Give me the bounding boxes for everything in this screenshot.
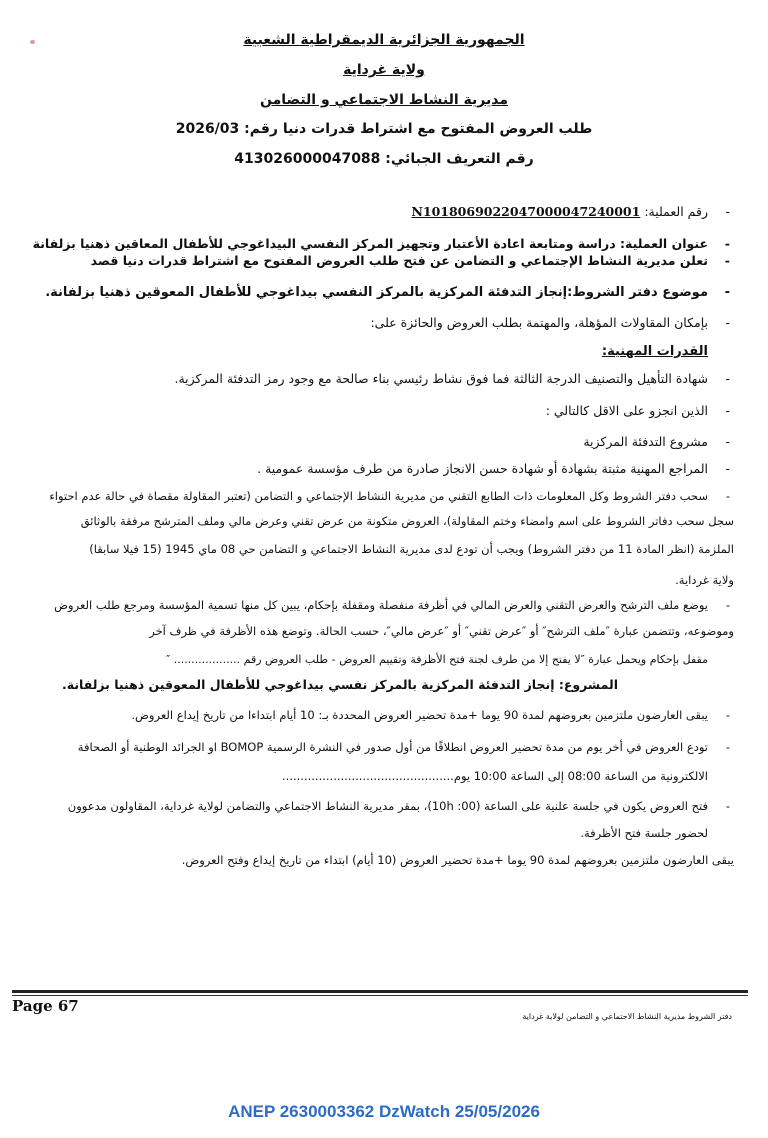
footer-rule	[12, 990, 748, 993]
op-number-label: رقم العملية:	[644, 204, 708, 219]
envelope-line-1: - يوضع ملف الترشح والعرض التقني والعرض المالي في أظرفة منفصلة ومقفلة بإحكام، يبين كل منها تسمية المؤسسة ومرجع طلب العروض	[54, 598, 730, 612]
footer-rule-thin	[12, 995, 748, 996]
envelope-line-3: مقفل بإحكام ويحمل عبارة ″لا يفتح إلا من طرف لجنة فتح الأظرفة وتقييم العروض - طلب العروض رقم ................... ″	[166, 653, 708, 666]
deposit-line-2: الالكترونية من الساعة 08:00 إلى الساعة 10:00 يوم...............................................	[282, 769, 708, 783]
withdraw-line-3: الملزمة (انظر المادة 11 من دفتر الشروط) ويجب أن تودع لدى مديرية النشاط الاجتماعي و التضامن حي 08 ماي 1945 (15 فيلا سابقا)	[89, 542, 734, 556]
op-number: N1018069022047000047240001	[411, 204, 641, 219]
project-line: المشروع: إنجاز التدفئة المركزية بالمركز نفسي بيداغوجي للأطفال المعوقين ذهنيا بزلفانة.	[62, 677, 618, 692]
directorate-title: مديرية النشاط الاجتماعي و التضامن	[260, 92, 508, 108]
announce-line: - تعلن مديرية النشاط الإجتماعي و التضامن عن فتح طلب العروض المفتوح مع اشتراط قدرات دنيا قصد	[90, 253, 730, 268]
wilaya-title: ولاية غرداية	[343, 62, 425, 78]
footer-source: دفتر الشروط مديرية النشاط الاجتماعي و التضامن لولاية غرداية	[522, 1012, 732, 1021]
capacity-item: - الذين انجزو على الاقل كالتالي :	[545, 403, 730, 418]
deposit-line-1: - تودع العروض في أخر يوم من مدة تحضير العروض انطلاقًا من أول صدور في النشرة الرسمية BOMOP او الجرائد الوطنية أو الصحافة	[77, 740, 730, 754]
op-number-line: - رقم العملية: N1018069022047000047240001	[411, 204, 730, 219]
capacity-item: - شهادة التأهيل والتصنيف الدرجة الثالثة فما فوق نشاط رئيسي بناء صالحة مع وجود رمز التدفئة المركزية.	[174, 371, 730, 386]
op-title: دراسة ومتابعة اعادة الأعتبار وتجهيز المركز النفسي البيداغوجي للأطفال المعاقين ذهنيا بزلفانة	[32, 236, 616, 251]
tax-id: رقم التعريف الجبائي: 413026000047088	[234, 151, 534, 167]
capacity-item: - المراجع المهنية مثبتة بشهادة أو شهادة حسن الانجاز صادرة من طرف مؤسسة عمومية .	[257, 461, 730, 476]
anep-reference: ANEP 2630003362 DzWatch 25/05/2026	[228, 1102, 540, 1121]
eligible-line: - بإمكان المقاولات المؤهلة، والمهتمة بطلب العروض والحائزة على:	[370, 315, 730, 330]
page-number: Page 67	[12, 997, 79, 1015]
withdraw-line-1: - سحب دفتر الشروط وكل المعلومات ذات الطابع التقني من مديرية النشاط الإجتماعي و التضامن (تعتبر المقاولة مقصاة في حالة عدم احتواء	[49, 489, 730, 503]
tender-title: طلب العروض المفتوح مع اشتراط قدرات دنيا رقم: 2026/03	[175, 121, 593, 137]
opening-line-2: لحضور جلسة فتح الأظرفة.	[580, 826, 708, 840]
republic-title: الجمهورية الجزائرية الديمقراطية الشعبية	[243, 32, 525, 48]
op-title-line: - عنوان العملية: دراسة ومتابعة اعادة الأعتبار وتجهيز المركز النفسي البيداغوجي للأطفال المعاقين ذهنيا بزلفانة	[32, 236, 730, 251]
capacities-title: القدرات المهنية:	[601, 344, 708, 359]
bound-line-2: يبقى العارضون ملتزمين بعروضهم لمدة 90 يوما +مدة تحضير العروض (10 أيام) ابتداء من تاريخ إيداع وفتح العروض.	[181, 853, 734, 867]
op-title-label: عنوان العملية:	[620, 236, 708, 251]
capacity-item: - مشروع التدفئة المركزية	[583, 434, 730, 449]
subject-line: - موضوع دفتر الشروط:إنجاز التدفئة المركزية بالمركز النفسي بيداغوجي للأطفال المعوقين ذهنيا بزلفانة.	[45, 285, 730, 300]
withdraw-line-2: سجل سحب دفاتر الشروط على اسم وامضاء وختم المقاولة)، العروض متكونة من عرض تقني وعرض مالي وملف المترشح مرفقة بالوثائق	[80, 514, 734, 528]
bound-line-1: - يبقى العارضون ملتزمين بعروضهم لمدة 90 يوما +مدة تحضير العروض المحددة بـ: 10 أيام ابتداءا من تاريخ إيداع العروض.	[131, 708, 730, 722]
envelope-line-2: وموضوعه، وتتضمن عبارة ″ملف الترشح″ أو ″عرض تقني″ أو ″عرض مالي″، حسب الحالة. وتوضع هذه الأظرفة في ظرف آخر	[149, 624, 734, 638]
withdraw-line-4: ولاية غرداية.	[675, 573, 734, 587]
opening-line-1: - فتح العروض يكون في جلسة علنية على الساعة (10h :00)، بمقر مديرية النشاط الاجتماعي والتضامن لولاية غرداية، المقاولون مدعوون	[67, 799, 730, 813]
